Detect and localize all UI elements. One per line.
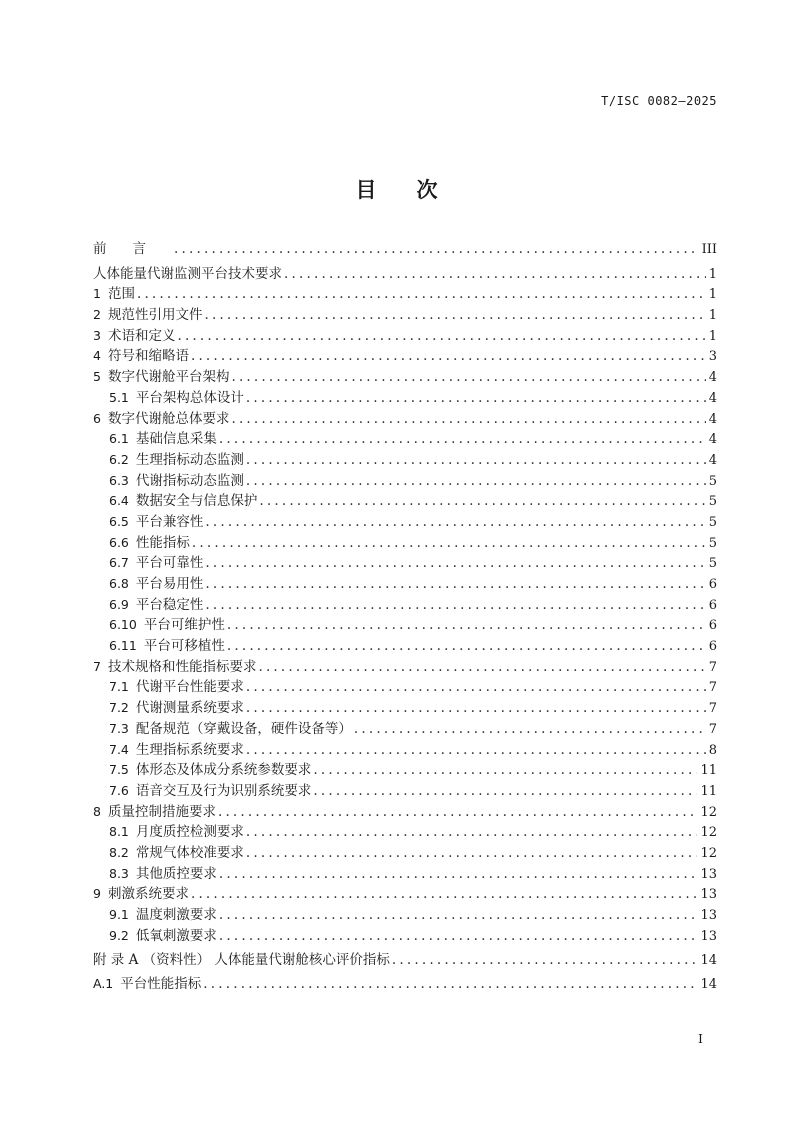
toc-entry-page: 12 — [700, 804, 717, 820]
toc-entry-number: 6.7 — [109, 555, 129, 571]
toc-entry[interactable] — [93, 388, 717, 409]
dot-leader — [284, 264, 706, 285]
toc-entry-page: 13 — [700, 928, 717, 944]
toc-title-char: 次 — [416, 178, 438, 202]
dot-leader — [174, 239, 699, 260]
toc-entry-label: 温度刺激要求 — [135, 907, 217, 923]
toc-title-char: 目 — [355, 178, 377, 202]
toc-entry-number: 7.6 — [109, 782, 129, 798]
toc-entry[interactable] — [93, 698, 717, 719]
toc-entry-label: 其他质控要求 — [135, 865, 217, 882]
toc-entry-page: 7 — [708, 680, 717, 696]
toc-entry-label: 平台可维护性 — [143, 617, 225, 634]
toc-entry-number: 6.10 — [109, 617, 137, 633]
toc-entry-number: 7.2 — [109, 700, 129, 716]
toc-entry-number: 5.1 — [109, 389, 129, 405]
toc-entry-label: 前言 — [93, 241, 172, 257]
dot-leader — [246, 740, 706, 761]
toc-entry[interactable] — [93, 450, 717, 471]
toc-entry-page: 5 — [708, 535, 717, 551]
toc-entry-number: 1 — [93, 286, 101, 302]
dot-leader — [231, 367, 705, 388]
toc-entry-number: 7.3 — [109, 720, 129, 736]
toc-entry[interactable] — [93, 719, 717, 740]
toc-entry[interactable] — [93, 864, 717, 885]
toc-entry-page: 14 — [700, 977, 717, 993]
dot-leader — [219, 429, 706, 450]
toc-entry-page: 8 — [708, 742, 717, 758]
toc-entry-label: 符号和缩略语 — [107, 348, 189, 365]
toc-entry-label: 常规气体校准要求 — [135, 844, 244, 861]
toc-entry-label: 数据安全与信息保护 — [135, 493, 258, 510]
dot-leader — [219, 926, 698, 947]
dot-leader — [227, 636, 706, 657]
toc-entry-label: 平台可移植性 — [143, 638, 225, 655]
toc-entry[interactable] — [93, 615, 717, 636]
toc-entry-number: 7.5 — [109, 762, 129, 778]
toc-entry-page: 5 — [708, 473, 717, 489]
toc-entry[interactable] — [93, 512, 717, 533]
toc-entry-label: 平台性能指标 — [120, 976, 202, 993]
dot-leader — [246, 822, 698, 843]
toc-entry-page: 7 — [708, 659, 717, 675]
toc-entry[interactable] — [93, 926, 717, 947]
dot-leader — [246, 843, 698, 864]
dot-leader — [231, 409, 705, 430]
toc-entry-label: 语音交互及行为识别系统要求 — [135, 782, 312, 799]
dot-leader — [258, 657, 705, 678]
toc-entry-page: 1 — [708, 328, 717, 344]
toc-entry-number: 9 — [93, 886, 101, 902]
toc-entry[interactable] — [93, 574, 717, 595]
toc-entry-page: 5 — [708, 494, 717, 510]
toc-entry-label: 范围 — [107, 286, 135, 303]
toc-entry-page: 6 — [708, 597, 717, 613]
toc-entry-page: 3 — [708, 349, 717, 365]
toc-entry[interactable] — [93, 657, 717, 678]
toc-entry-label: 配备规范（穿戴设备，硬件设备等） — [135, 720, 352, 737]
dot-leader — [313, 760, 697, 781]
dot-leader — [191, 346, 706, 367]
toc-entry-label: 数字代谢舱总体要求 — [107, 410, 230, 427]
toc-entry-label: 术语和定义 — [107, 327, 176, 344]
toc-entry-label: 月度质控检测要求 — [135, 824, 244, 841]
toc-entry-label: 人体能量代谢监测平台技术要求 — [93, 265, 282, 282]
toc-entry-number: 6.6 — [109, 534, 129, 550]
dot-leader — [205, 595, 705, 616]
toc-entry-page: III — [701, 242, 717, 257]
toc-entry-number: 6.9 — [109, 596, 129, 612]
toc-entry-number: 5 — [93, 369, 101, 385]
toc-entry-page: 7 — [708, 721, 717, 737]
toc-entry-page: 13 — [700, 908, 717, 923]
toc-entry-number: 6 — [93, 410, 101, 426]
toc-entry-page: 4 — [708, 432, 717, 448]
dot-leader — [246, 471, 706, 492]
table-of-contents — [93, 239, 717, 995]
toc-entry-number: 7.4 — [109, 741, 129, 757]
dot-leader — [205, 553, 705, 574]
dot-leader — [219, 864, 698, 885]
toc-entry[interactable] — [93, 553, 717, 574]
toc-entry-label: 刺激系统要求 — [107, 886, 189, 903]
toc-entry[interactable] — [93, 595, 717, 616]
toc-entry-label: 规范性引用文件 — [107, 307, 203, 324]
toc-entry[interactable] — [93, 740, 717, 761]
toc-entry[interactable] — [93, 974, 717, 995]
toc-entry[interactable] — [93, 822, 717, 843]
dot-leader — [246, 388, 706, 409]
dot-leader — [218, 802, 698, 823]
toc-entry[interactable] — [93, 533, 717, 554]
dot-leader — [313, 781, 697, 802]
toc-entry-page: 1 — [708, 308, 717, 324]
toc-entry-label: 平台兼容性 — [135, 513, 204, 530]
toc-entry-label: 体形态及体成分系统参数要求 — [135, 762, 312, 779]
dot-leader — [137, 284, 706, 305]
toc-entry-page: 4 — [708, 370, 717, 386]
toc-entry-number: 6.1 — [109, 431, 129, 447]
toc-entry-number: 8.3 — [109, 865, 129, 881]
toc-entry-page: 6 — [708, 618, 717, 634]
dot-leader — [246, 450, 706, 471]
toc-entry[interactable] — [93, 677, 717, 698]
toc-entry-number: 9.1 — [109, 907, 129, 922]
toc-entry-page: 13 — [700, 887, 717, 903]
dot-leader — [203, 974, 697, 995]
toc-entry-page: 7 — [708, 701, 717, 717]
toc-entry-page: 11 — [700, 783, 717, 799]
toc-entry-number: 6.5 — [109, 513, 129, 529]
toc-entry[interactable] — [93, 239, 717, 260]
toc-entry-number: 7 — [93, 658, 101, 674]
toc-entry-label: 性能指标 — [135, 534, 190, 551]
toc-entry-label: 平台易用性 — [135, 576, 204, 592]
page-number: I — [698, 1031, 703, 1046]
toc-entry-page: 1 — [708, 266, 717, 282]
dot-leader — [191, 884, 698, 905]
toc-entry[interactable] — [93, 409, 717, 430]
toc-entry-label: 质量控制措施要求 — [107, 803, 216, 820]
toc-entry[interactable] — [93, 346, 717, 367]
toc-entry-page: 13 — [700, 866, 717, 882]
toc-entry-page: 6 — [708, 639, 717, 655]
toc-entry-page: 5 — [708, 514, 717, 530]
toc-entry-page: 12 — [700, 825, 717, 841]
toc-entry-page: 14 — [700, 953, 717, 969]
toc-entry-number: 7.1 — [109, 679, 129, 695]
toc-entry-label: 生理指标系统要求 — [135, 741, 244, 758]
dot-leader — [205, 512, 705, 533]
toc-entry-label: 代谢测量系统要求 — [135, 700, 244, 717]
toc-entry-page: 6 — [708, 577, 717, 592]
toc-entry[interactable] — [93, 471, 717, 492]
toc-entry-number: 8 — [93, 803, 101, 819]
toc-entry[interactable] — [93, 802, 717, 823]
toc-entry-number: 9.2 — [109, 927, 129, 943]
toc-entry[interactable] — [93, 326, 717, 347]
toc-entry[interactable] — [93, 284, 717, 305]
toc-entry-number: 2 — [93, 307, 101, 323]
toc-entry-label: 代谢平台性能要求 — [135, 679, 244, 696]
document-number: T/ISC 0082—2025 — [601, 94, 717, 108]
dot-leader — [205, 574, 705, 595]
toc-entry-label: 生理指标动态监测 — [135, 451, 244, 468]
toc-entry-number: 6.11 — [109, 638, 137, 654]
dot-leader — [227, 615, 706, 636]
toc-entry[interactable] — [93, 843, 717, 864]
toc-entry[interactable] — [93, 760, 717, 781]
toc-entry[interactable] — [93, 429, 717, 450]
dot-leader — [392, 946, 698, 974]
toc-entry-page: 1 — [708, 287, 717, 303]
toc-entry[interactable] — [93, 946, 717, 974]
dot-leader — [204, 305, 705, 326]
dot-leader — [219, 905, 698, 926]
dot-leader — [259, 491, 705, 512]
toc-entry-number: 6.4 — [109, 493, 129, 509]
toc-entry-label: 技术规格和性能指标要求 — [107, 658, 257, 675]
toc-entry[interactable] — [93, 781, 717, 802]
dot-leader — [246, 677, 706, 698]
toc-entry-number: 8.2 — [109, 844, 129, 860]
toc-entry[interactable] — [93, 491, 717, 512]
toc-entry-number: 6.2 — [109, 451, 129, 467]
dot-leader — [192, 533, 706, 554]
toc-entry-label: 平台架构总体设计 — [135, 389, 244, 406]
toc-entry-page: 4 — [708, 411, 717, 427]
toc-entry[interactable] — [93, 305, 717, 326]
toc-entry-page: 4 — [708, 390, 717, 406]
toc-entry[interactable] — [93, 905, 717, 926]
toc-title — [0, 174, 793, 204]
toc-entry-page: 12 — [700, 845, 717, 861]
toc-entry-label: 数字代谢舱平台架构 — [107, 369, 230, 386]
dot-leader — [246, 698, 706, 719]
toc-entry-label: 平台可靠性 — [135, 555, 204, 572]
toc-entry[interactable] — [93, 264, 717, 285]
toc-entry[interactable] — [93, 367, 717, 388]
toc-entry-number: 6.3 — [109, 472, 129, 488]
toc-entry-page: 11 — [700, 763, 717, 779]
toc-entry-label: 平台稳定性 — [135, 596, 204, 613]
toc-entry-number: 6.8 — [109, 576, 129, 591]
toc-entry[interactable] — [93, 884, 717, 905]
dot-leader — [354, 719, 706, 740]
dot-leader — [177, 326, 705, 347]
toc-entry-label: 基础信息采集 — [135, 431, 217, 448]
toc-entry-label: 低氧刺激要求 — [135, 927, 217, 944]
toc-entry-page: 5 — [708, 556, 717, 572]
toc-entry-number: A.1 — [93, 976, 114, 992]
toc-entry-number: 4 — [93, 348, 101, 364]
toc-entry-number: 3 — [93, 327, 101, 343]
toc-entry[interactable] — [93, 636, 717, 657]
toc-entry-label: 代谢指标动态监测 — [135, 472, 244, 489]
toc-entry-number: 8.1 — [109, 824, 129, 840]
toc-entry-page: 4 — [708, 452, 717, 468]
toc-entry-label: 附 录 A （资料性） 人体能量代谢舱核心评价指标 — [93, 952, 390, 969]
